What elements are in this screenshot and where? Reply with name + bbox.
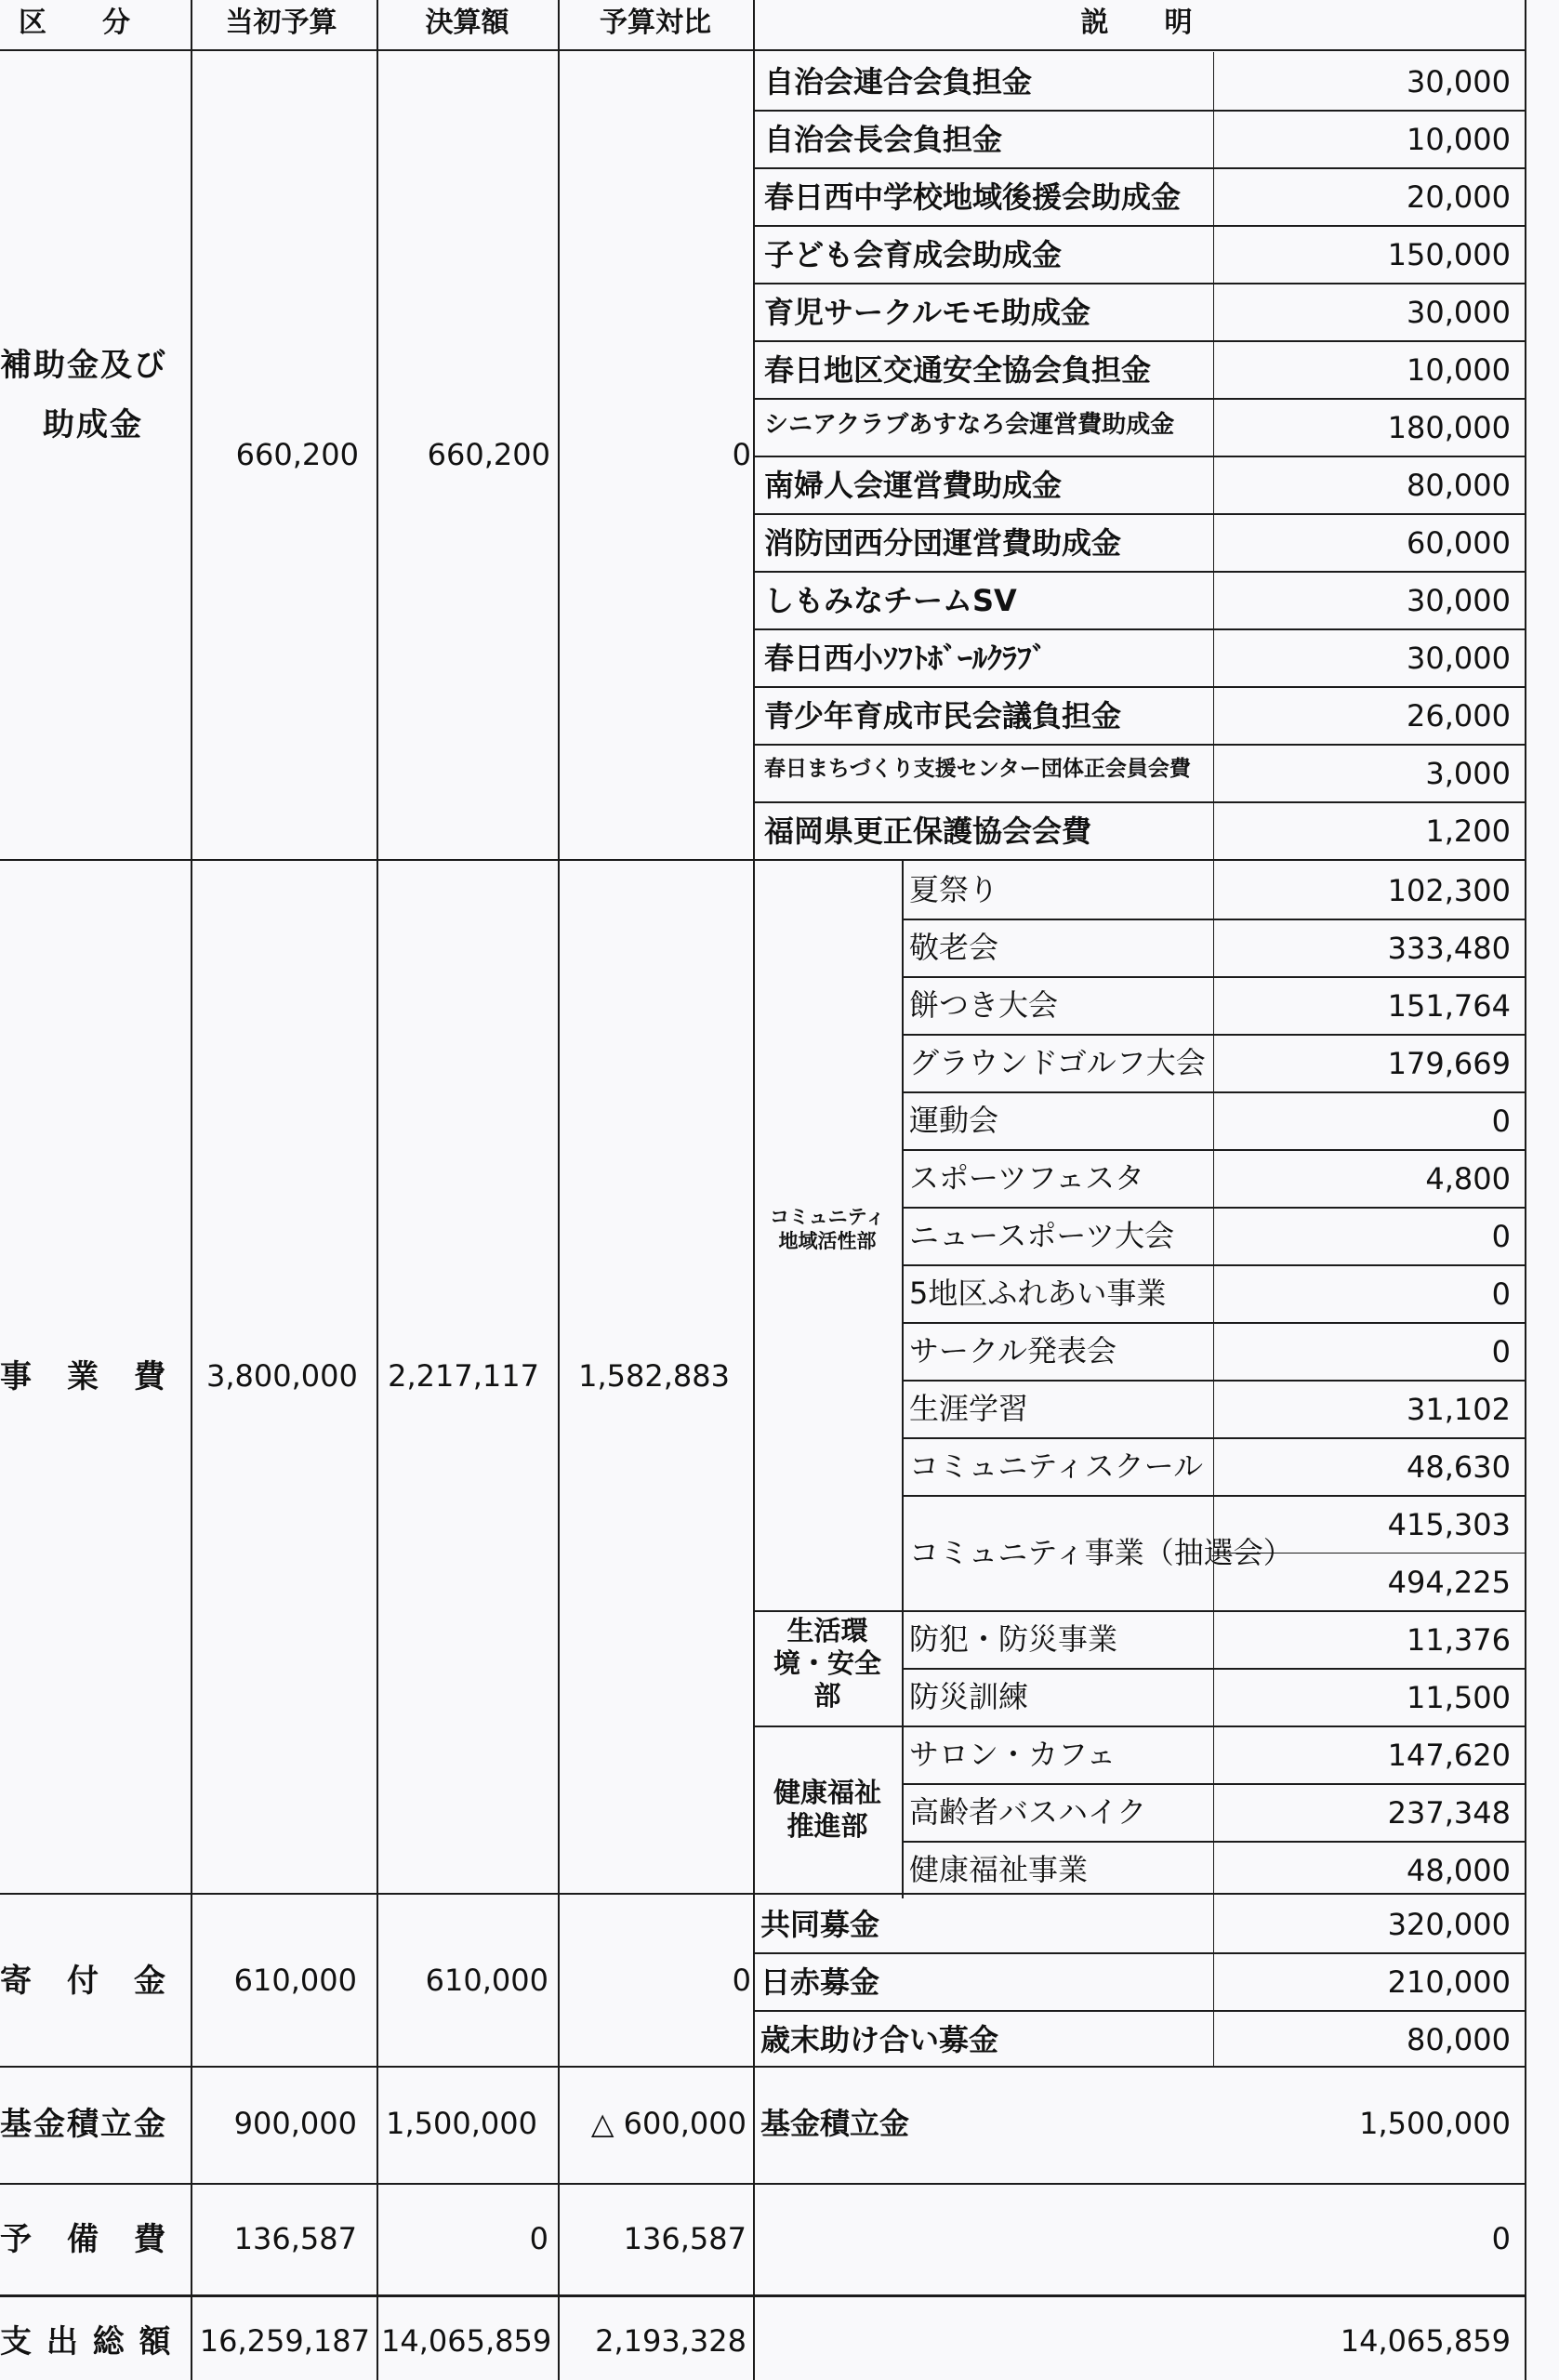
grid-line [753,340,1525,342]
project-item-amount: 11,500 [1407,1680,1511,1715]
line-item-amount: 26,000 [1407,698,1511,734]
line-item-label: 育児サークルモモ助成金 [764,295,1091,330]
project-item-amount: 237,348 [1387,1795,1511,1831]
grid-line [1525,0,1526,2380]
donation-item-label: 歳末助け合い募金 [760,2022,999,2057]
section-subsidies-name: 補助金及び [0,347,167,384]
grid-line [0,2294,1525,2297]
project-item-amount: 48,000 [1407,1853,1511,1888]
donation-item-label: 共同募金 [760,1907,880,1942]
project-item-label: サロン・カフェ [909,1737,1116,1772]
project-item-amount: 0 [1491,1104,1511,1139]
project-item-label: 餅つき大会 [909,987,1059,1023]
grid-line [753,456,1525,457]
donation-item-amount: 320,000 [1387,1907,1511,1942]
project-item-label: 5地区ふれあい事業 [909,1276,1167,1311]
project-item-label: スポーツフェスタ [909,1160,1145,1196]
grid-line [753,513,1525,515]
section-fund-vs: △ 600,000 [590,2106,746,2141]
grid-line [753,801,1525,803]
section-subsidies-vs: 0 [732,437,751,472]
project-item-amount: 0 [1491,1276,1511,1312]
section-total-initial: 16,259,187 [199,2323,370,2359]
grid-line [0,1893,1525,1895]
section-projects-name: 事 業 費 [0,1358,167,1395]
project-item-amount: 333,480 [1387,931,1511,966]
grid-line [753,686,1525,688]
project-item-label: コミュニティ事業（抽選会） [909,1535,1293,1570]
line-item-label: 春日西中学校地域後援会助成金 [764,179,1182,215]
section-donations-name: 寄 付 金 [0,1963,167,2000]
grid-line [753,283,1525,284]
project-item-amount: 0 [1491,1219,1511,1254]
project-item-amount: 4,800 [1425,1161,1511,1197]
section-total-vs: 2,193,328 [595,2323,746,2359]
donation-item-amount: 80,000 [1407,2022,1511,2057]
section-fund-settled: 1,500,000 [386,2106,537,2141]
grid-line [753,1952,1525,1954]
grid-line [902,861,904,1898]
section-donations-vs: 0 [732,1963,751,1998]
grid-line [753,628,1525,630]
project-item-amount: 11,376 [1407,1622,1511,1658]
line-item-amount: 20,000 [1407,179,1511,215]
project-item-label: 防災訓練 [909,1679,1029,1714]
project-item-label: 運動会 [909,1103,999,1138]
section-total-name: 支 出 総 額 [0,2323,173,2360]
header-description: 説 明 [1080,7,1193,39]
line-item-amount: 80,000 [1407,468,1511,503]
section-fund-initial: 900,000 [233,2106,357,2141]
project-item-amount: 0 [1491,1334,1511,1369]
grid-line [753,571,1525,573]
header-vs-budget: 予算対比 [600,7,711,39]
section-projects-vs: 1,582,883 [578,1358,730,1394]
header-initial-budget: 当初予算 [225,7,337,39]
section-subsidies-name-2: 助成金 [43,406,143,443]
project-item-label: サークル発表会 [909,1333,1117,1368]
group-welfare-name-2: 推進部 [786,1810,868,1842]
project-item-label: ニュースポーツ大会 [909,1218,1175,1253]
line-item-amount: 10,000 [1407,352,1511,388]
grid-line [0,2066,1525,2068]
project-item-label: コミュニティスクール [909,1448,1204,1484]
section-reserve-settled: 0 [529,2221,548,2256]
line-item-amount: 3,000 [1425,756,1511,791]
donation-item-amount: 210,000 [1387,1964,1511,2000]
section-projects-initial: 3,800,000 [206,1358,358,1394]
line-item-label: 春日地区交通安全協会負担金 [764,352,1152,388]
grid-line [0,49,1525,51]
header-settled: 決算額 [425,7,509,39]
line-item-label: 青少年育成市民会議負担金 [764,698,1122,734]
project-item-amount-2: 494,225 [1387,1565,1511,1600]
grid-line [753,1610,1525,1612]
total-item-amount: 14,065,859 [1340,2323,1511,2359]
line-item-amount: 1,200 [1425,813,1511,849]
project-item-label: 生涯学習 [909,1391,1029,1426]
line-item-label: 子ども会育成会助成金 [764,237,1063,272]
section-reserve-vs: 136,587 [623,2221,746,2256]
line-item-amount: 10,000 [1407,122,1511,157]
grid-line [753,225,1525,227]
grid-line [753,167,1525,169]
group-community-name-2: 地域活性部 [778,1230,877,1252]
section-reserve-name: 予 備 費 [0,2221,167,2258]
header-category: 区 分 [19,7,130,39]
section-total-settled: 14,065,859 [381,2323,552,2359]
grid-line [753,2010,1525,2012]
line-item-label: 福岡県更正保護協会会費 [764,813,1092,849]
line-item-amount: 60,000 [1407,525,1511,561]
grid-line [191,0,192,2380]
group-safety-name: 生活環 [786,1615,868,1646]
section-donations-initial: 610,000 [233,1963,357,1998]
grid-line [377,0,378,2380]
grid-line [753,110,1525,112]
grid-line [0,2183,1525,2185]
section-subsidies-settled: 660,200 [427,437,550,472]
line-item-label: しもみなチームSV [764,583,1017,618]
section-projects-settled: 2,217,117 [388,1358,539,1394]
project-item-label: 防犯・防災事業 [909,1621,1118,1657]
project-item-amount: 48,630 [1407,1449,1511,1485]
grid-line [558,0,560,2380]
grid-line [753,398,1525,400]
line-item-label: 春日まちづくり支援センター団体正会員会費 [764,757,1191,781]
project-item-amount: 102,300 [1387,873,1511,908]
project-item-amount: 179,669 [1387,1046,1511,1081]
grid-line [753,744,1525,746]
project-item-label: 高齢者バスハイク [909,1794,1147,1830]
project-item-label: グラウンドゴルフ大会 [909,1045,1206,1080]
line-item-label: 春日西小ｿﾌﾄﾎﾞｰﾙｸﾗﾌﾞ [764,641,1048,676]
line-item-amount: 30,000 [1407,64,1511,99]
group-community-name: コミュニティ [770,1206,885,1228]
section-donations-settled: 610,000 [425,1963,548,1998]
project-item-label: 敬老会 [909,930,999,965]
project-item-amount: 31,102 [1407,1392,1511,1427]
group-welfare-name: 健康福祉 [773,1777,881,1808]
line-item-label: 自治会連合会負担金 [764,64,1033,99]
fund-item-amount: 1,500,000 [1359,2106,1511,2141]
project-item-label: 夏祭り [909,872,999,907]
section-fund-name: 基金積立金 [0,2106,167,2143]
line-item-label: 消防団西分団運営費助成金 [764,525,1122,561]
donation-item-label: 日赤募金 [760,1964,880,2000]
line-item-label: 自治会長会負担金 [764,122,1003,157]
line-item-amount: 30,000 [1407,295,1511,330]
project-item-amount: 147,620 [1387,1738,1511,1773]
project-item-label: 健康福祉事業 [909,1852,1089,1887]
project-item-amount: 415,303 [1387,1507,1511,1542]
grid-line [753,1726,1525,1727]
section-subsidies-initial: 660,200 [235,437,359,472]
line-item-amount: 30,000 [1407,583,1511,618]
grid-line [753,0,755,2380]
group-safety-name-2: 境・安全 [773,1647,881,1679]
project-item-amount: 151,764 [1387,988,1511,1024]
section-reserve-initial: 136,587 [233,2221,357,2256]
line-item-amount: 180,000 [1387,410,1511,445]
reserve-item-amount: 0 [1491,2221,1511,2256]
line-item-label: 南婦人会運営費助成金 [764,468,1063,503]
line-item-amount: 150,000 [1387,237,1511,272]
grid-line [0,859,1525,861]
fund-item-label: 基金積立金 [760,2106,910,2141]
group-safety-name-3: 部 [813,1680,841,1712]
line-item-amount: 30,000 [1407,641,1511,676]
line-item-label: シニアクラブあすなろ会運営費助成金 [764,411,1175,439]
